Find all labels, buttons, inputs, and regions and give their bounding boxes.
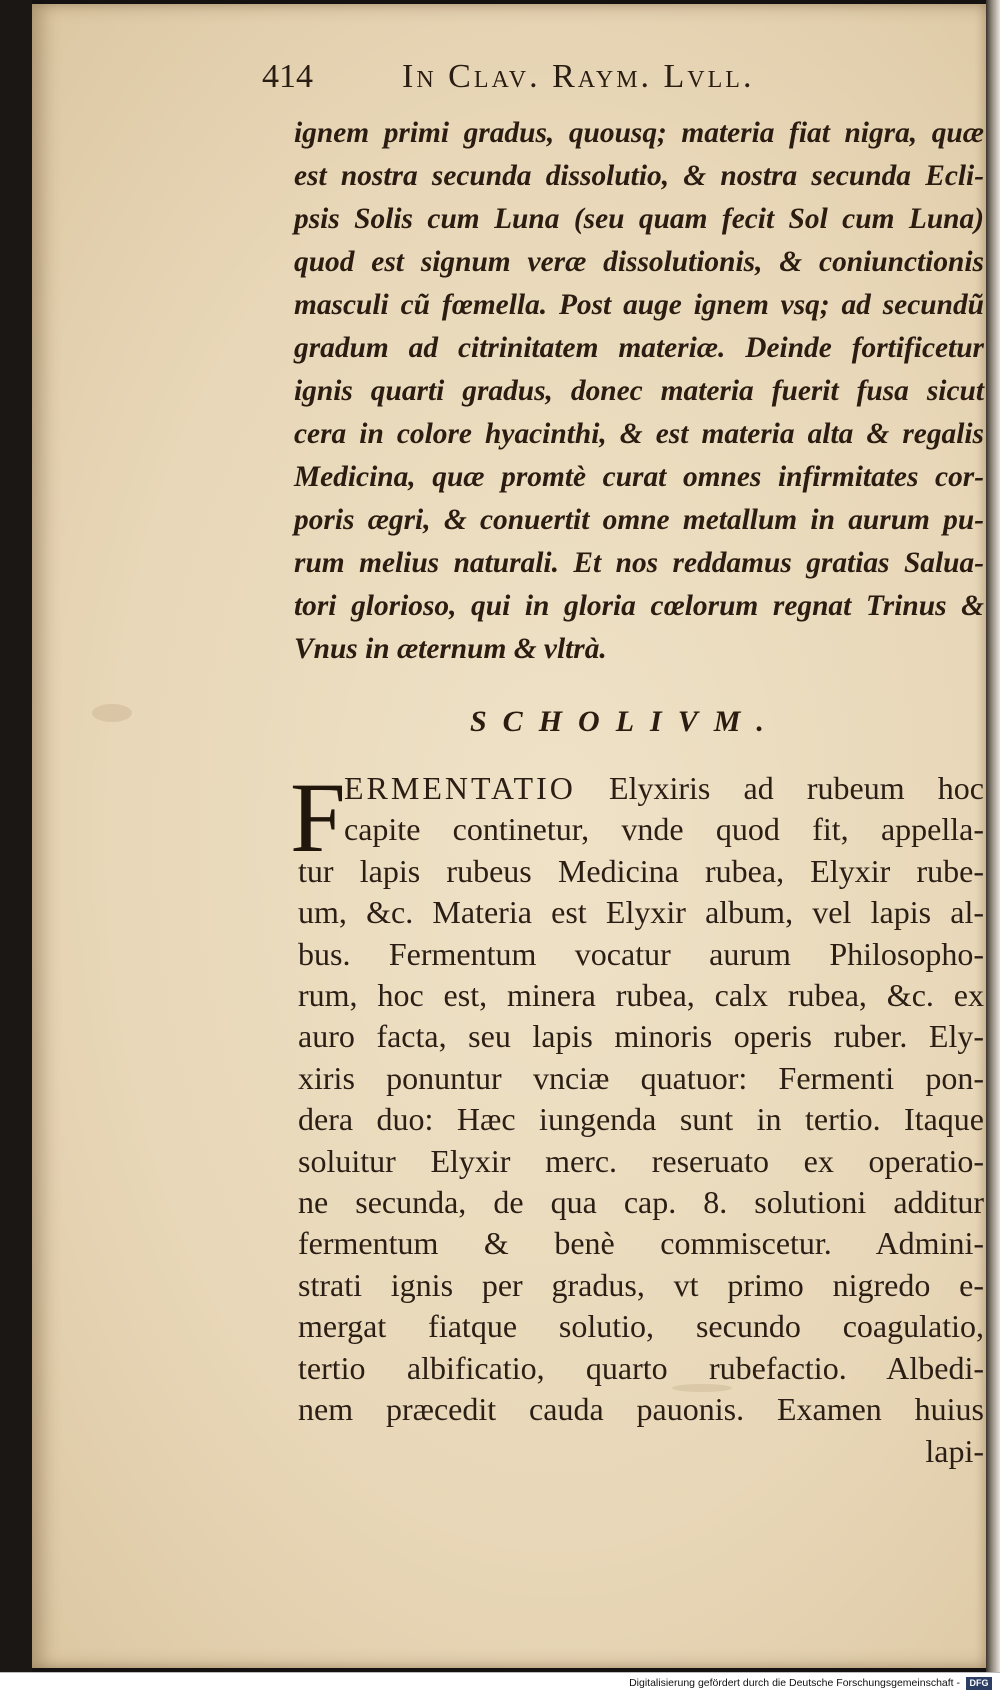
- scan-border-left: [0, 0, 32, 1672]
- text-line: est nostra secunda dissolutio, & nostra secunda Ecli-: [294, 160, 984, 192]
- text-line: rum, hoc est, minera rubea, calx rubea, &c. ex: [298, 977, 984, 1014]
- text-line: quod est signum veræ dissolutionis, & coniunctionis: [294, 246, 984, 278]
- text-line: fermentum & benè commiscetur. Admini-: [298, 1225, 984, 1262]
- drop-cap: F: [290, 762, 346, 873]
- text-line: Vnus in æternum & vltrà.: [294, 633, 607, 665]
- text-line: capite continetur, vnde quod fit, appella-: [344, 811, 984, 848]
- page-header: [262, 58, 902, 98]
- text-line: dera duo: Hæc iungenda sunt in tertio. Itaque: [298, 1101, 984, 1138]
- text-line: masculi cũ fœmella. Post auge ignem vsq; ad secundũ: [294, 289, 984, 321]
- digitization-footer: [0, 1672, 1000, 1696]
- funding-credit: Digitalisierung gefördert durch die Deutsche Forschungsgemeinschaft -: [629, 1677, 960, 1689]
- first-word: ERMENTATIO: [344, 770, 576, 806]
- text-line: um, &c. Materia est Elyxir album, vel lapis al-: [298, 894, 984, 931]
- text-line: rum melius naturali. Et nos reddamus gratias Salua-: [294, 547, 984, 579]
- paper-stain: [92, 704, 132, 722]
- italic-paragraph: [294, 112, 984, 671]
- scholium-paragraph: [298, 768, 984, 1472]
- text-line: nem præcedit cauda pauonis. Examen huius: [298, 1391, 984, 1428]
- text-line: bus. Fermentum vocatur aurum Philosopho-: [298, 935, 984, 972]
- text-line: auro facta, seu lapis minoris operis ruber. Ely-: [298, 1018, 984, 1055]
- text-line: soluitur Elyxir merc. reseruato ex operatio-: [298, 1142, 984, 1179]
- text-line: psis Solis cum Luna (seu quam fecit Sol cum Luna): [294, 203, 984, 235]
- page-number: 414: [262, 58, 313, 95]
- text-line: ignis quarti gradus, donec materia fuerit fusa sicut: [294, 375, 984, 407]
- text-line-rest: Elyxiris ad rubeum hoc: [575, 770, 984, 806]
- section-heading: SCHOLIVM.: [470, 705, 780, 738]
- running-head: In Clav. Raym. Lvll.: [402, 58, 755, 95]
- text-line: ignem primi gradus, quousq; materia fiat nigra, quæ: [294, 117, 984, 149]
- text-line: mergat fiatque solutio, secundo coagulatio,: [298, 1308, 984, 1345]
- text-line: tori glorioso, qui in gloria cœlorum regnat Trinus &: [294, 590, 984, 622]
- text-line: Medicina, quæ promtè curat omnes infirmitates cor-: [294, 461, 984, 493]
- text-line: tertio albificatio, quarto rubefactio. Albedi-: [298, 1349, 984, 1386]
- text-line: strati ignis per gradus, vt primo nigredo e-: [298, 1266, 984, 1303]
- dfg-logo-icon: DFG: [966, 1677, 992, 1690]
- text-line: poris ægri, & conuertit omne metallum in aurum pu-: [294, 504, 984, 536]
- text-line: ne secunda, de qua cap. 8. solutioni additur: [298, 1184, 984, 1221]
- catchword: lapi-: [925, 1432, 984, 1469]
- text-line: tur lapis rubeus Medicina rubea, Elyxir rube-: [298, 852, 984, 889]
- text-line: xiris ponuntur vnciæ quatuor: Fermenti pon-: [298, 1059, 984, 1096]
- scan-border-right: [986, 0, 1000, 1672]
- text-line: gradum ad citrinitatem materiæ. Deinde fortificetur: [294, 332, 984, 364]
- text-line: [298, 768, 984, 809]
- text-line: cera in colore hyacinthi, & est materia alta & regalis: [294, 418, 984, 450]
